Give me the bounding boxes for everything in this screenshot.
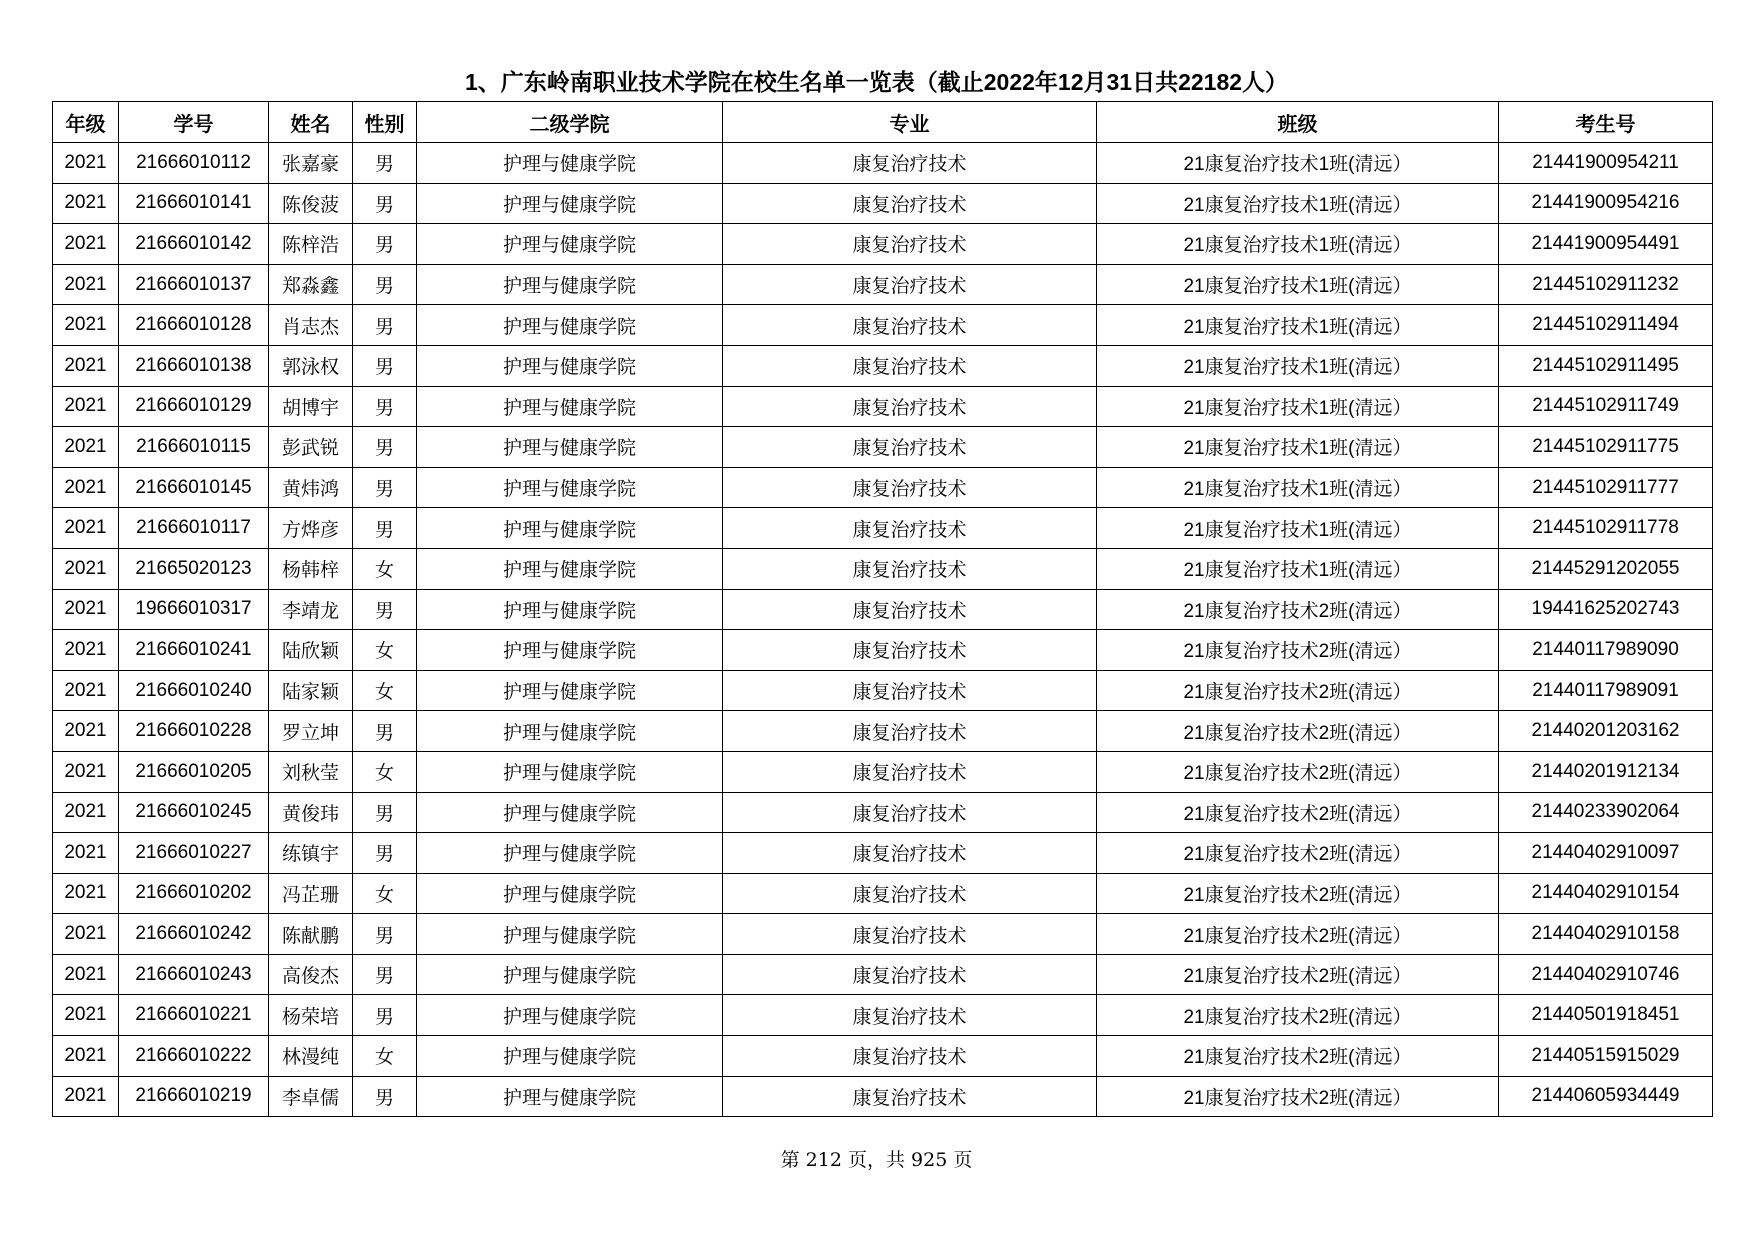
cell-grade: 2021 (53, 833, 119, 874)
table-row (53, 873, 1713, 914)
cell-grade: 2021 (53, 670, 119, 711)
cell-exam-number: 21445102911775 (1499, 427, 1713, 468)
cell-college: 护理与健康学院 (417, 305, 723, 346)
cell-class: 21康复治疗技术1班(清远） (1097, 305, 1499, 346)
cell-gender: 男 (353, 1076, 417, 1117)
cell-student-id: 21666010228 (119, 711, 269, 752)
table-row (53, 345, 1713, 386)
cell-student-id: 21666010245 (119, 792, 269, 833)
cell-student-id: 21666010222 (119, 1036, 269, 1077)
cell-student-id: 21666010112 (119, 143, 269, 184)
cell-name: 陈俊菠 (269, 183, 353, 224)
cell-exam-number: 21440402910097 (1499, 833, 1713, 874)
cell-major: 康复治疗技术 (723, 751, 1097, 792)
cell-college: 护理与健康学院 (417, 711, 723, 752)
cell-gender: 男 (353, 589, 417, 630)
cell-grade: 2021 (53, 548, 119, 589)
header-college: 二级学院 (417, 102, 723, 143)
cell-major: 康复治疗技术 (723, 914, 1097, 955)
cell-class: 21康复治疗技术1班(清远） (1097, 264, 1499, 305)
table-row (53, 792, 1713, 833)
cell-grade: 2021 (53, 873, 119, 914)
cell-student-id: 21666010240 (119, 670, 269, 711)
cell-name: 刘秋莹 (269, 751, 353, 792)
cell-class: 21康复治疗技术2班(清远） (1097, 792, 1499, 833)
header-grade: 年级 (53, 102, 119, 143)
cell-college: 护理与健康学院 (417, 670, 723, 711)
cell-class: 21康复治疗技术2班(清远） (1097, 954, 1499, 995)
cell-gender: 男 (353, 386, 417, 427)
cell-gender: 男 (353, 914, 417, 955)
cell-class: 21康复治疗技术2班(清远） (1097, 995, 1499, 1036)
cell-grade: 2021 (53, 183, 119, 224)
cell-class: 21康复治疗技术1班(清远） (1097, 143, 1499, 184)
cell-gender: 女 (353, 548, 417, 589)
cell-class: 21康复治疗技术2班(清远） (1097, 833, 1499, 874)
cell-college: 护理与健康学院 (417, 548, 723, 589)
cell-exam-number: 21440233902064 (1499, 792, 1713, 833)
cell-college: 护理与健康学院 (417, 954, 723, 995)
table-row (53, 670, 1713, 711)
cell-gender: 女 (353, 751, 417, 792)
table-row (53, 386, 1713, 427)
cell-name: 杨荣培 (269, 995, 353, 1036)
cell-name: 陆家颖 (269, 670, 353, 711)
table-row (53, 995, 1713, 1036)
header-student-id: 学号 (119, 102, 269, 143)
cell-college: 护理与健康学院 (417, 589, 723, 630)
cell-student-id: 21666010138 (119, 345, 269, 386)
cell-grade: 2021 (53, 1076, 119, 1117)
cell-exam-number: 21440605934449 (1499, 1076, 1713, 1117)
cell-college: 护理与健康学院 (417, 914, 723, 955)
cell-class: 21康复治疗技术2班(清远） (1097, 630, 1499, 671)
header-class: 班级 (1097, 102, 1499, 143)
cell-name: 黄炜鸿 (269, 467, 353, 508)
table-row (53, 427, 1713, 468)
table-header-row (53, 102, 1713, 143)
cell-college: 护理与健康学院 (417, 751, 723, 792)
cell-name: 李靖龙 (269, 589, 353, 630)
cell-grade: 2021 (53, 954, 119, 995)
cell-college: 护理与健康学院 (417, 995, 723, 1036)
table-body (53, 143, 1713, 1117)
cell-gender: 男 (353, 711, 417, 752)
cell-exam-number: 21440501918451 (1499, 995, 1713, 1036)
table-row (53, 305, 1713, 346)
cell-major: 康复治疗技术 (723, 1036, 1097, 1077)
cell-class: 21康复治疗技术2班(清远） (1097, 914, 1499, 955)
cell-gender: 男 (353, 995, 417, 1036)
cell-gender: 女 (353, 630, 417, 671)
cell-student-id: 21666010137 (119, 264, 269, 305)
cell-grade: 2021 (53, 711, 119, 752)
cell-major: 康复治疗技术 (723, 508, 1097, 549)
cell-name: 高俊杰 (269, 954, 353, 995)
cell-major: 康复治疗技术 (723, 467, 1097, 508)
cell-class: 21康复治疗技术2班(清远） (1097, 670, 1499, 711)
cell-major: 康复治疗技术 (723, 630, 1097, 671)
cell-student-id: 21666010219 (119, 1076, 269, 1117)
cell-exam-number: 21440402910154 (1499, 873, 1713, 914)
table-row (53, 751, 1713, 792)
cell-major: 康复治疗技术 (723, 995, 1097, 1036)
cell-college: 护理与健康学院 (417, 508, 723, 549)
cell-exam-number: 21441900954491 (1499, 224, 1713, 265)
cell-grade: 2021 (53, 995, 119, 1036)
cell-college: 护理与健康学院 (417, 873, 723, 914)
cell-class: 21康复治疗技术1班(清远） (1097, 548, 1499, 589)
cell-gender: 女 (353, 670, 417, 711)
cell-college: 护理与健康学院 (417, 183, 723, 224)
cell-major: 康复治疗技术 (723, 427, 1097, 468)
cell-name: 方烨彦 (269, 508, 353, 549)
cell-college: 护理与健康学院 (417, 833, 723, 874)
cell-student-id: 21666010205 (119, 751, 269, 792)
table-row (53, 833, 1713, 874)
table-row (53, 143, 1713, 184)
cell-grade: 2021 (53, 224, 119, 265)
cell-gender: 男 (353, 954, 417, 995)
student-roster-table (52, 101, 1713, 1117)
cell-exam-number: 21440402910746 (1499, 954, 1713, 995)
cell-gender: 男 (353, 183, 417, 224)
cell-major: 康复治疗技术 (723, 792, 1097, 833)
cell-exam-number: 21440515915029 (1499, 1036, 1713, 1077)
cell-gender: 男 (353, 305, 417, 346)
cell-name: 陆欣颖 (269, 630, 353, 671)
cell-college: 护理与健康学院 (417, 386, 723, 427)
cell-grade: 2021 (53, 589, 119, 630)
cell-gender: 男 (353, 143, 417, 184)
cell-name: 黄俊玮 (269, 792, 353, 833)
cell-class: 21康复治疗技术2班(清远） (1097, 711, 1499, 752)
cell-name: 彭武锐 (269, 427, 353, 468)
cell-major: 康复治疗技术 (723, 264, 1097, 305)
cell-student-id: 21666010142 (119, 224, 269, 265)
cell-class: 21康复治疗技术2班(清远） (1097, 1076, 1499, 1117)
cell-class: 21康复治疗技术1班(清远） (1097, 427, 1499, 468)
cell-major: 康复治疗技术 (723, 873, 1097, 914)
cell-class: 21康复治疗技术2班(清远） (1097, 751, 1499, 792)
cell-name: 郭泳权 (269, 345, 353, 386)
cell-college: 护理与健康学院 (417, 630, 723, 671)
cell-name: 李卓儒 (269, 1076, 353, 1117)
cell-college: 护理与健康学院 (417, 427, 723, 468)
table-row (53, 1036, 1713, 1077)
cell-exam-number: 21445102911749 (1499, 386, 1713, 427)
table-row (53, 914, 1713, 955)
table-row (53, 264, 1713, 305)
cell-name: 罗立坤 (269, 711, 353, 752)
cell-student-id: 21666010241 (119, 630, 269, 671)
header-exam-number: 考生号 (1499, 102, 1713, 143)
table-row (53, 1076, 1713, 1117)
cell-name: 肖志杰 (269, 305, 353, 346)
cell-college: 护理与健康学院 (417, 792, 723, 833)
cell-exam-number: 21440117989091 (1499, 670, 1713, 711)
cell-exam-number: 21445102911495 (1499, 345, 1713, 386)
cell-grade: 2021 (53, 386, 119, 427)
table-row (53, 224, 1713, 265)
cell-major: 康复治疗技术 (723, 589, 1097, 630)
cell-name: 陈梓浩 (269, 224, 353, 265)
cell-major: 康复治疗技术 (723, 345, 1097, 386)
cell-exam-number: 21440402910158 (1499, 914, 1713, 955)
cell-class: 21康复治疗技术1班(清远） (1097, 467, 1499, 508)
cell-grade: 2021 (53, 305, 119, 346)
cell-student-id: 21666010242 (119, 914, 269, 955)
cell-college: 护理与健康学院 (417, 1036, 723, 1077)
cell-major: 康复治疗技术 (723, 711, 1097, 752)
cell-student-id: 21666010243 (119, 954, 269, 995)
cell-exam-number: 21441900954216 (1499, 183, 1713, 224)
cell-grade: 2021 (53, 143, 119, 184)
table-row (53, 508, 1713, 549)
cell-college: 护理与健康学院 (417, 224, 723, 265)
cell-exam-number: 21441900954211 (1499, 143, 1713, 184)
cell-major: 康复治疗技术 (723, 143, 1097, 184)
cell-grade: 2021 (53, 264, 119, 305)
cell-student-id: 21666010117 (119, 508, 269, 549)
cell-gender: 男 (353, 345, 417, 386)
cell-grade: 2021 (53, 792, 119, 833)
table-row (53, 183, 1713, 224)
cell-grade: 2021 (53, 345, 119, 386)
cell-gender: 男 (353, 467, 417, 508)
cell-grade: 2021 (53, 427, 119, 468)
cell-major: 康复治疗技术 (723, 183, 1097, 224)
cell-gender: 男 (353, 833, 417, 874)
cell-student-id: 21666010145 (119, 467, 269, 508)
cell-class: 21康复治疗技术1班(清远） (1097, 345, 1499, 386)
cell-student-id: 21666010221 (119, 995, 269, 1036)
cell-grade: 2021 (53, 914, 119, 955)
cell-exam-number: 21440201203162 (1499, 711, 1713, 752)
cell-name: 林漫纯 (269, 1036, 353, 1077)
cell-name: 冯芷珊 (269, 873, 353, 914)
cell-major: 康复治疗技术 (723, 224, 1097, 265)
cell-class: 21康复治疗技术2班(清远） (1097, 1036, 1499, 1077)
cell-class: 21康复治疗技术2班(清远） (1097, 873, 1499, 914)
cell-class: 21康复治疗技术2班(清远） (1097, 589, 1499, 630)
cell-class: 21康复治疗技术1班(清远） (1097, 224, 1499, 265)
cell-college: 护理与健康学院 (417, 467, 723, 508)
page-footer: 第 212 页，共 925 页 (780, 1149, 973, 1171)
cell-exam-number: 21445102911232 (1499, 264, 1713, 305)
cell-major: 康复治疗技术 (723, 548, 1097, 589)
cell-exam-number: 21445102911494 (1499, 305, 1713, 346)
cell-grade: 2021 (53, 630, 119, 671)
cell-exam-number: 21445102911777 (1499, 467, 1713, 508)
cell-major: 康复治疗技术 (723, 833, 1097, 874)
cell-gender: 男 (353, 508, 417, 549)
cell-exam-number: 21445291202055 (1499, 548, 1713, 589)
cell-name: 郑淼鑫 (269, 264, 353, 305)
cell-name: 练镇宇 (269, 833, 353, 874)
table-row (53, 954, 1713, 995)
cell-class: 21康复治疗技术1班(清远） (1097, 183, 1499, 224)
cell-student-id: 21666010227 (119, 833, 269, 874)
table-row (53, 711, 1713, 752)
cell-name: 胡博宇 (269, 386, 353, 427)
cell-college: 护理与健康学院 (417, 1076, 723, 1117)
cell-major: 康复治疗技术 (723, 305, 1097, 346)
cell-exam-number: 21440201912134 (1499, 751, 1713, 792)
cell-major: 康复治疗技术 (723, 1076, 1097, 1117)
cell-gender: 女 (353, 1036, 417, 1077)
cell-exam-number: 21445102911778 (1499, 508, 1713, 549)
cell-gender: 男 (353, 264, 417, 305)
header-major: 专业 (723, 102, 1097, 143)
cell-major: 康复治疗技术 (723, 954, 1097, 995)
cell-class: 21康复治疗技术1班(清远） (1097, 508, 1499, 549)
cell-name: 杨韩梓 (269, 548, 353, 589)
cell-grade: 2021 (53, 508, 119, 549)
cell-major: 康复治疗技术 (723, 670, 1097, 711)
cell-student-id: 21665020123 (119, 548, 269, 589)
cell-student-id: 21666010128 (119, 305, 269, 346)
cell-gender: 男 (353, 224, 417, 265)
cell-student-id: 21666010115 (119, 427, 269, 468)
cell-college: 护理与健康学院 (417, 264, 723, 305)
page-title: 1、广东岭南职业技术学院在校生名单一览表（截止2022年12月31日共22182人） (464, 69, 1289, 95)
cell-student-id: 21666010202 (119, 873, 269, 914)
cell-grade: 2021 (53, 1036, 119, 1077)
cell-college: 护理与健康学院 (417, 345, 723, 386)
cell-gender: 男 (353, 427, 417, 468)
cell-student-id: 19666010317 (119, 589, 269, 630)
cell-gender: 女 (353, 873, 417, 914)
cell-grade: 2021 (53, 467, 119, 508)
header-gender: 性别 (353, 102, 417, 143)
cell-name: 陈献鹏 (269, 914, 353, 955)
cell-name: 张嘉豪 (269, 143, 353, 184)
table-row (53, 467, 1713, 508)
table-row (53, 589, 1713, 630)
cell-major: 康复治疗技术 (723, 386, 1097, 427)
cell-exam-number: 19441625202743 (1499, 589, 1713, 630)
header-name: 姓名 (269, 102, 353, 143)
cell-exam-number: 21440117989090 (1499, 630, 1713, 671)
cell-gender: 男 (353, 792, 417, 833)
cell-student-id: 21666010141 (119, 183, 269, 224)
cell-college: 护理与健康学院 (417, 143, 723, 184)
table-row (53, 548, 1713, 589)
cell-student-id: 21666010129 (119, 386, 269, 427)
cell-grade: 2021 (53, 751, 119, 792)
cell-class: 21康复治疗技术1班(清远） (1097, 386, 1499, 427)
table-row (53, 630, 1713, 671)
